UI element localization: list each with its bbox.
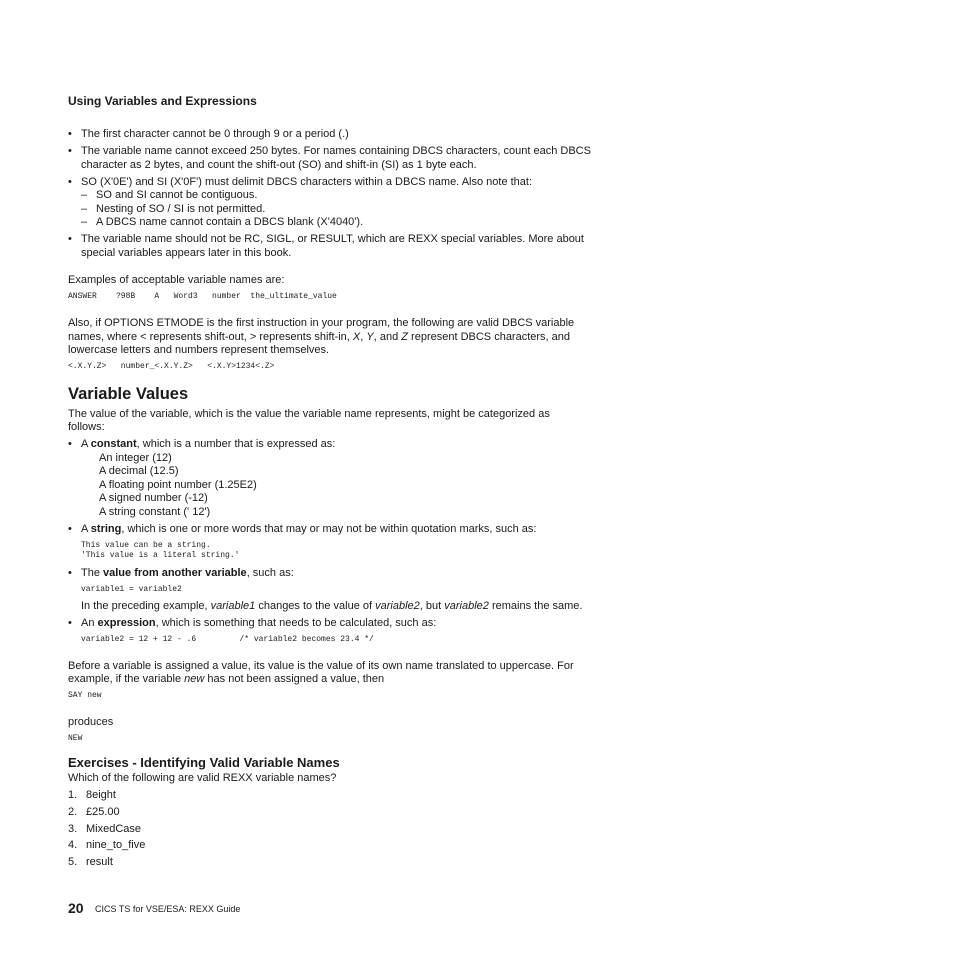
constant-kind: An integer (12) [99, 452, 172, 464]
etmode-line-1: Also, if OPTIONS ETMODE is the first instruction in your program, the following are valid DBCS variable [68, 317, 575, 329]
exercises-title: Exercises - Identifying Valid Variable Names [68, 755, 340, 770]
section-title: Variable Values [68, 385, 189, 403]
term: constant [90, 438, 137, 450]
constant-kind: A signed number (-12) [99, 492, 208, 504]
sub-item [81, 216, 364, 230]
bullet: • [68, 233, 72, 245]
term: value from another variable [103, 567, 247, 579]
bullet: • [68, 128, 72, 140]
before-line-1: Before a variable is assigned a value, its value is the value of its own name translated to uppercase. For [68, 660, 574, 672]
rule-text: The variable name should not be RC, SIGL, or RESULT, which are REXX special variables. More about special variables appears later in this book. [81, 233, 584, 259]
produces-text: produces [68, 716, 114, 728]
examples-intro: Examples of acceptable variable names are: [68, 274, 285, 286]
code-line: 'This value is a literal string.' [81, 551, 240, 560]
bullet: • [68, 617, 72, 629]
term: expression [97, 617, 156, 629]
values-intro-1: The value of the variable, which is the value the variable name represents, might be categorized as [68, 408, 550, 420]
sub-item [81, 189, 258, 203]
constant-kind: A floating point number (1.25E2) [99, 479, 257, 491]
rule-text: The variable name cannot exceed 250 bytes. For names containing DBCS characters, count each DBCS character as 2 bytes, and count the shift-out (SO) and shift-in (SI) as 1 byte each. [81, 145, 591, 171]
etmode-line-3: lowercase letters and numbers represent themselves. [68, 344, 330, 356]
page-number: 20 [68, 900, 84, 916]
dash: – [81, 189, 88, 201]
bullet: • [68, 145, 72, 157]
values-intro-2: follows: [68, 421, 105, 433]
bullet: • [68, 567, 72, 579]
code-line: This value can be a string. [81, 541, 211, 550]
sub-item-text: A DBCS name cannot contain a DBCS blank (X'4040'). [96, 216, 364, 228]
exercise-item: 5. result [68, 856, 113, 868]
bullet: • [68, 176, 72, 188]
variable-note: In the preceding example, variable1 changes to the value of variable2, but variable2 remains the same. [81, 600, 583, 612]
constant-kind: A decimal (12.5) [99, 465, 179, 477]
term: string [90, 523, 122, 535]
exercise-item: 4. nine_to_five [68, 839, 146, 851]
rule-text: The first character cannot be 0 through 9 or a period (.) [81, 128, 349, 140]
etmode-line-2 [68, 331, 570, 345]
constant-kind: A string constant (' 12') [99, 506, 211, 518]
dbcs-z: Z [401, 331, 408, 343]
bullet: • [68, 438, 72, 450]
bullet: • [68, 523, 72, 535]
sub-item-text: Nesting of SO / SI is not permitted. [96, 203, 266, 215]
before-line-2: example, if the variable new has not been assigned a value, then [68, 673, 385, 685]
dash: – [81, 216, 88, 228]
book-title: CICS TS for VSE/ESA: REXX Guide [95, 904, 241, 914]
code-line: variable2 = 12 + 12 - .6 /* variable2 becomes 23.4 */ [81, 635, 374, 644]
dash: – [81, 203, 88, 215]
sep: , [360, 331, 367, 343]
etmode-code: <.X.Y.Z> number_<.X.Y.Z> <.X.Y>1234<.Z> [68, 362, 275, 371]
dbcs-x: X [352, 331, 361, 343]
etmode-text: names, where < represents shift-out, > represents shift-in, [68, 331, 353, 343]
exercise-item: 1. 8eight [68, 789, 116, 801]
running-head: Using Variables and Expressions [68, 94, 257, 108]
exercises-question: Which of the following are valid REXX variable names? [68, 772, 337, 784]
sub-item [81, 203, 266, 217]
exercise-item: 3. MixedCase [68, 823, 142, 835]
examples-code: ANSWER ?98B A Word3 number the_ultimate_value [68, 292, 337, 301]
sep: , and [373, 331, 402, 343]
etmode-text: represent DBCS characters, and [408, 331, 571, 343]
dbcs-y: Y [366, 331, 374, 343]
exercise-item: 2. £25.00 [68, 806, 120, 818]
rule-text: SO (X'0E') and SI (X'0F') must delimit DBCS characters within a DBCS name. Also note that: [81, 176, 533, 188]
say-code: SAY new [68, 691, 102, 700]
code-line: variable1 = variable2 [81, 585, 182, 594]
sub-item-text: SO and SI cannot be contiguous. [96, 189, 258, 201]
new-code: NEW [68, 734, 83, 743]
